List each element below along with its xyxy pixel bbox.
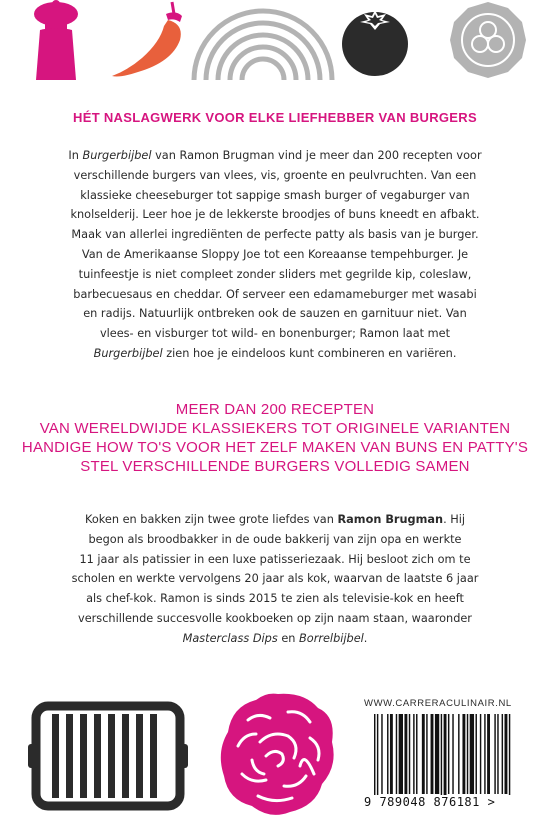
- author-bio: [30, 510, 520, 649]
- book-title-italic: Borrelbijbel: [299, 631, 364, 645]
- rose-icon: [218, 690, 338, 820]
- highlight-item: STEL VERSCHILLENDE BURGERS VOLLEDIG SAMEN: [80, 458, 470, 475]
- barcode-bar: [494, 714, 495, 794]
- description-line: Van de Amerikaanse Sloppy Joe tot een Koreaanse tempehburger. Je: [81, 247, 469, 261]
- top-icon-row: [0, 0, 550, 80]
- highlight-item: MEER DAN 200 RECEPTEN: [175, 401, 375, 418]
- barcode-bar: [484, 714, 485, 794]
- grill-grate-icon: [28, 700, 188, 812]
- bio-line: 11 jaar als patissier in een luxe patisseriezaak. Hij besloot zich om te: [79, 552, 471, 566]
- barcode-bar: [409, 714, 410, 794]
- barcode-bar: [387, 714, 388, 794]
- description-line: tuinfeestje is niet compleet zonder sliders met gegrilde kip, coleslaw,: [78, 267, 472, 281]
- book-title-italic: Burgerbijbel: [93, 346, 163, 360]
- barcode-bar: [426, 714, 427, 794]
- barcode-bar: [390, 714, 393, 794]
- barcode-bar: [470, 714, 474, 794]
- pepper-mill-icon: [28, 0, 84, 80]
- description-line: barbecuesaus en cheddar. Of serveer een edamameburger met wasabi: [73, 287, 477, 301]
- barcode-bar: [374, 714, 375, 800]
- bio-line: als chef-kok. Ramon is sinds 2015 te zien als televisie-kok en heeft: [86, 592, 464, 606]
- book-title-italic: Burgerbijbel: [82, 149, 152, 162]
- barcode-bar: [467, 714, 468, 794]
- coin-icon: [448, 0, 528, 80]
- barcode-bar: [435, 714, 439, 794]
- highlight-item: HANDIGE HOW TO'S VOOR HET ZELF MAKEN VAN BUNS EN PATTY'S: [21, 439, 529, 456]
- barcode-bar: [458, 714, 459, 794]
- barcode-bar: [399, 714, 403, 794]
- description-line: verschillende burgers van vlees, vis, groente en peulvruchten. Van een: [73, 168, 477, 182]
- description-line: Burgerbijbel zien hoe je eindeloos kunt combineren en variëren.: [93, 346, 457, 360]
- tomato-icon: [340, 0, 410, 80]
- barcode-bar: [452, 714, 453, 794]
- isbn-digits: 9 789048 876181 >: [364, 795, 534, 809]
- barcode-bar: [480, 714, 481, 794]
- barcode-bar: [448, 714, 449, 794]
- description-line: en radijs. Natuurlijk ontbreken ook de sauzen en garnituur niet. Van: [83, 307, 467, 321]
- bio-line: scholen en werkte vervolgens 20 jaar als kok, waarvan de laatste 6 jaar: [71, 572, 479, 586]
- bio-line: verschillende succesvolle kookboeken op zijn naam staan, waaronder: [78, 611, 472, 625]
- description-line: klassieke cheeseburger tot sappige smash burger of vegaburger van: [80, 188, 470, 202]
- description-line: Maak van allerlei ingrediënten de perfecte patty als basis van je burger.: [71, 228, 479, 242]
- barcode-bar: [502, 714, 503, 794]
- barcode-bar: [422, 714, 425, 794]
- highlight-item: VAN WERELDWIJDE KLASSIEKERS TOT ORIGINELE VARIANTEN: [39, 420, 511, 437]
- book-title-italic: Masterclass Dips: [182, 631, 278, 645]
- bio-line: Masterclass Dips en Borrelbijbel.: [182, 631, 368, 645]
- barcode-bar: [396, 714, 397, 794]
- barcode-bar: [416, 714, 417, 794]
- barcode-bar: [431, 714, 434, 794]
- barcode-bar: [476, 714, 477, 794]
- author-name: Ramon Brugman: [337, 513, 444, 526]
- description-line: In Burgerbijbel van Ramon Brugman vind je meer dan 200 recepten voor: [68, 149, 482, 162]
- barcode-bar: [413, 714, 414, 794]
- chili-pepper-icon: [108, 0, 190, 80]
- barcode-bar: [487, 714, 490, 794]
- bio-line: begon als broodbakker in de oude bakkerij van zijn opa en werkte: [88, 532, 462, 546]
- barcode-bar: [444, 714, 447, 800]
- bio-line: Koken en bakken zijn twee grote liefdes van Ramon Brugman. Hij: [84, 513, 466, 526]
- barcode-bar: [404, 714, 407, 794]
- tagline-heading: HÉT NASLAGWERK VOOR ELKE LIEFHEBBER VAN BURGERS: [73, 110, 477, 125]
- barcode-bar: [377, 714, 378, 800]
- feature-highlights: [0, 400, 550, 476]
- book-description: [30, 146, 520, 364]
- barcode-bar: [497, 714, 498, 794]
- barcode-bar: [462, 714, 465, 794]
- barcode-bar: [441, 714, 442, 800]
- description-line: vlees- en visburger tot wild- en bonenburger; Ramon laat met: [99, 327, 451, 341]
- barcode-bar: [509, 714, 510, 800]
- publisher-website: WWW.CARRERACULINAIR.NL: [364, 698, 512, 709]
- barcode-bar: [381, 714, 382, 794]
- description-line: knolselderij. Leer hoe je de lekkerste broodjes of buns kneedt en afbakt.: [70, 208, 480, 222]
- rainbow-arc-icon: [188, 0, 338, 80]
- barcode-bar: [505, 714, 508, 794]
